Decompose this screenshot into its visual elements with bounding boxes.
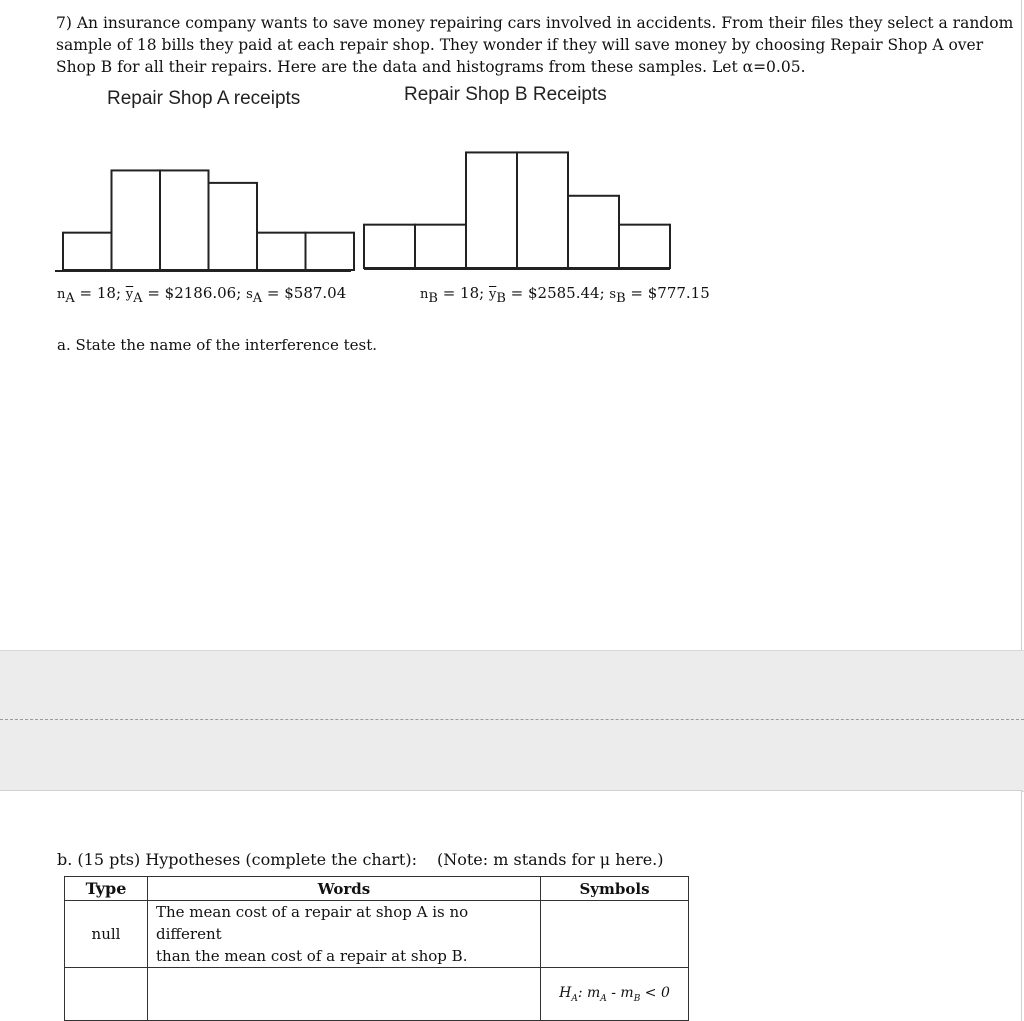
histogram-bar — [63, 233, 112, 270]
symbol-h: H — [559, 984, 572, 1001]
stat-sd-symbol: s — [246, 287, 253, 302]
symbol-m2: m — [620, 984, 634, 1001]
table-row — [65, 901, 689, 968]
histogram-bar — [364, 225, 415, 268]
stat-mean-symbol: $\overline{y}$ — [488, 287, 497, 302]
symbol-tail: < 0 — [640, 984, 670, 1001]
part-b-title: b. (15 pts) Hypotheses (complete the chart): — [57, 850, 417, 869]
histogram-bar — [415, 225, 466, 268]
histogram-bar — [568, 196, 619, 268]
histogram-bar — [306, 233, 355, 270]
histogram-bar — [160, 170, 209, 270]
part-b-heading — [57, 850, 664, 869]
histogram-b — [358, 125, 674, 275]
stat-mean-sub: B — [496, 291, 506, 306]
words-line: than the mean cost of a repair at shop B. — [156, 947, 468, 965]
hypotheses-table — [64, 876, 689, 1021]
histogram-bar — [466, 152, 517, 268]
symbol-m1: m — [587, 984, 601, 1001]
cell-words — [148, 901, 541, 968]
histogram-b-title: Repair Shop B Receipts — [404, 84, 607, 105]
page-break — [0, 650, 1024, 792]
histogram-bar — [517, 152, 568, 268]
histogram-a-title: Repair Shop A receipts — [107, 88, 301, 109]
question-line: Shop B for all their repairs. Here are the data and histograms from these samples. Let α=0.05. — [56, 58, 806, 76]
stat-mean-value: = $2186.06; — [142, 284, 242, 302]
cell-symbols: $H_A$: $m_A - m_B < 0$ — [541, 968, 689, 1021]
cell-type: null — [65, 901, 148, 968]
histogram-bar — [619, 225, 670, 268]
stat-sd-sub: B — [616, 291, 626, 306]
stat-n-value: = 18; — [74, 284, 122, 302]
stat-sd-sub: A — [252, 291, 263, 306]
question-line: 7) An insurance company wants to save money repairing cars involved in accidents. From their files they select a random — [56, 14, 1014, 32]
cell-type[interactable] — [65, 968, 148, 1021]
question-line: sample of 18 bills they paid at each repair shop. They wonder if they will save money by choosing Repair Shop A over — [56, 36, 984, 54]
symbol-h-sub: A — [571, 993, 578, 1004]
histogram-bar — [257, 233, 306, 270]
symbol-m2-sub: B — [633, 993, 641, 1004]
stats-shop-a — [57, 284, 346, 306]
stat-sd-value: = $587.04 — [262, 284, 347, 302]
table-row — [65, 968, 689, 1021]
histogram-a — [55, 138, 355, 278]
header-words: Words — [148, 877, 541, 901]
header-type: Type — [65, 877, 148, 901]
part-b-note: (Note: m stands for μ here.) — [436, 850, 664, 869]
stat-mean-value: = $2585.44; — [505, 284, 605, 302]
question-text — [56, 12, 1014, 78]
part-a-prompt: a. State the name of the interference test. — [57, 336, 378, 354]
histogram-bar — [112, 170, 161, 270]
stat-n-value: = 18; — [437, 284, 485, 302]
stats-shop-b — [420, 284, 710, 306]
symbol-m1-sub: A — [600, 993, 607, 1004]
words-line: The mean cost of a repair at shop A is no different — [156, 903, 469, 943]
stat-sd-value: = $777.15 — [625, 284, 710, 302]
histogram-bar — [209, 183, 258, 270]
stat-n-sub: B — [428, 291, 438, 306]
stat-n-symbol: n — [57, 287, 66, 302]
cell-words[interactable] — [148, 968, 541, 1021]
stat-n-sub: A — [65, 291, 75, 306]
stat-sd-symbol: s — [609, 287, 617, 302]
stat-mean-sub: A — [133, 291, 143, 306]
stat-n-symbol: n — [420, 287, 429, 302]
header-symbols: Symbols — [541, 877, 689, 901]
stat-mean-symbol: $\overline{y}$ — [125, 287, 134, 302]
page-break-line — [0, 719, 1024, 720]
cell-symbols[interactable] — [541, 901, 689, 968]
